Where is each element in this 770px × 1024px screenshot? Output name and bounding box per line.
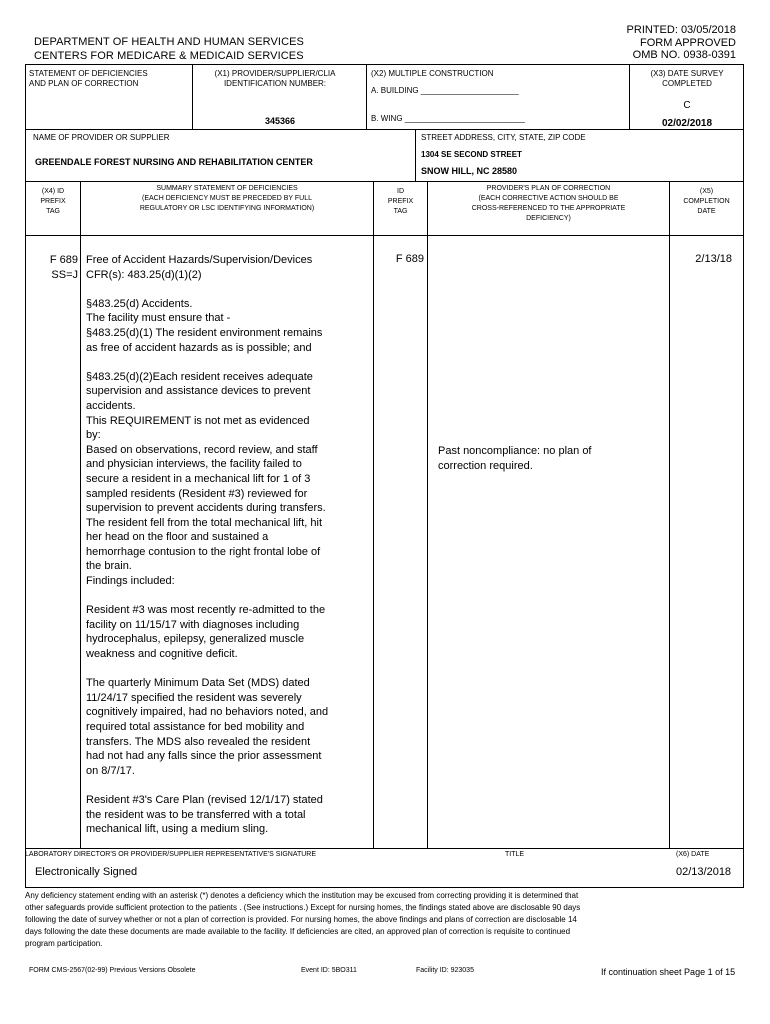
building-line: A. BUILDING ______________________ [371, 86, 519, 95]
x2-label: (X2) MULTIPLE CONSTRUCTION [371, 69, 494, 78]
id-tag: F 689 [395, 253, 424, 265]
summary-header: SUMMARY STATEMENT OF DEFICIENCIES (EACH DEFICIENCY MUST BE PRECEDED BY FULL REGULATORY OR LSC IDENTIFYING INFORMATION) [139, 185, 315, 212]
omb-number: OMB NO. 0938-0391 [632, 49, 736, 61]
address-label: STREET ADDRESS, CITY, STATE, ZIP CODE [421, 133, 586, 142]
summary-paragraph: The quarterly Minimum Data Set (MDS) dated 11/24/17 specified the resident was severely cognitively impaired, had no behaviors noted, and required total assistance for bed mobility and transfers. The MDS also revealed the resident had not had any falls since the prior assessment on 8/7/17. [86, 677, 329, 777]
summary-paragraph: Resident #3 was most recently re-admitted to the facility on 11/15/17 with diagnoses including hydrocephalus, epilepsy, generalized muscle weakness and cognitive deficit. [86, 604, 326, 661]
form-approved: FORM APPROVED [640, 36, 736, 49]
statement-label: STATEMENT OF DEFICIENCIES AND PLAN OF CORRECTION [29, 69, 148, 88]
survey-date: 02/02/2018 [661, 118, 713, 129]
facility-id: Facility ID: 923035 [416, 967, 474, 974]
centers-name: CENTERS FOR MEDICARE & MEDICAID SERVICES [34, 50, 304, 62]
x1-label: (X1) PROVIDER/SUPPLIER/CLIA IDENTIFICATION NUMBER: [214, 69, 336, 88]
printed-date: PRINTED: 03/05/2018 [626, 24, 736, 36]
summary-paragraph: §483.25(d)(2)Each resident receives adequate supervision and assistance devices to prevent accidents. This REQUIREMENT is not met as evidenced by: Based on observations, record review, and staff and physician interviews, the facility failed to secure a resident in a mechanical lift for 1 of 3 sampled residents (Resident #3) reviewed for supervision to prevent accidents during transfers. The resident fell from the total mechanical lift, hit her head on the floor and sustained a hemorrhage contusion to the right frontal lobe of the brain. Findings included: [86, 370, 326, 588]
provider-name: GREENDALE FOREST NURSING AND REHABILITATION CENTER [35, 157, 313, 167]
x3-label: (X3) DATE SURVEY COMPLETED [650, 69, 724, 88]
agency-header [34, 35, 304, 63]
completion-date: 2/13/18 [695, 253, 732, 265]
form-header-right [627, 24, 736, 62]
city-state-zip: SNOW HILL, NC 28580 [421, 166, 518, 176]
summary-paragraph: Free of Accident Hazards/Supervision/Devices CFR(s): 483.25(d)(1)(2) [86, 254, 313, 281]
department-name: DEPARTMENT OF HEALTH AND HUMAN SERVICES [34, 36, 304, 48]
signature-value: Electronically Signed [35, 866, 138, 878]
summary-paragraph: §483.25(d) Accidents. The facility must ensure that - §483.25(d)(1) The resident environment remains as free of accident hazards as is possible; and [86, 297, 323, 354]
summary-paragraph: Resident #3's Care Plan (revised 12/1/17) stated the resident was to be transferred with a total mechanical lift, using a medium sling. [86, 793, 323, 836]
f-tag: F 689 [49, 254, 78, 266]
provider-name-label: NAME OF PROVIDER OR SUPPLIER [33, 133, 170, 142]
wing-line: B. WING ___________________________ [371, 114, 525, 123]
scope-severity: SS=J [51, 268, 78, 281]
event-id: Event ID: 5BO311 [301, 967, 357, 974]
x4-header: (X4) ID PREFIX TAG [40, 188, 66, 215]
plan-header: PROVIDER'S PLAN OF CORRECTION (EACH CORRECTIVE ACTION SHOULD BE CROSS-REFERENCED TO THE APPROPRIATE DEFICIENCY) [471, 185, 626, 222]
signature-label: LABORATORY DIRECTOR'S OR PROVIDER/SUPPLIER REPRESENTATIVE'S SIGNATURE [25, 851, 317, 858]
id-header: ID PREFIX TAG [387, 188, 414, 215]
page-number: If continuation sheet Page 1 of 15 [601, 967, 736, 977]
form-number: FORM CMS-2567(02-99) Previous Versions Obsolete [29, 967, 196, 974]
x5-header: (X5) COMPLETION DATE [683, 188, 730, 215]
tag-cell [26, 253, 78, 282]
survey-letter: C [683, 100, 691, 111]
provider-number: 345366 [264, 116, 296, 126]
date-label: (X6) DATE [676, 851, 710, 858]
signature-date: 02/13/2018 [676, 866, 732, 878]
plan-text: Past noncompliance: no plan of correction required. [438, 445, 592, 472]
disclosure-footnote: Any deficiency statement ending with an asterisk (*) denotes a deficiency which the institution may be excused from correcting providing it is determined that other safeguards provide sufficient protection to the patients . (See instructions.) Except for nursing homes, the findings stated above are disclosable 90 days following the date of survey whether or not a plan of correction is provided. For nursing homes, the above findings and plans of correction are disclosable 14 days following the date these documents are made available to the facility. If deficiencies are cited, an approved plan of correction is requisite to continued program participation. [25, 891, 581, 948]
title-label: TITLE [505, 851, 525, 858]
street-address: 1304 SE SECOND STREET [421, 150, 522, 159]
deficiency-summary [86, 253, 386, 851]
